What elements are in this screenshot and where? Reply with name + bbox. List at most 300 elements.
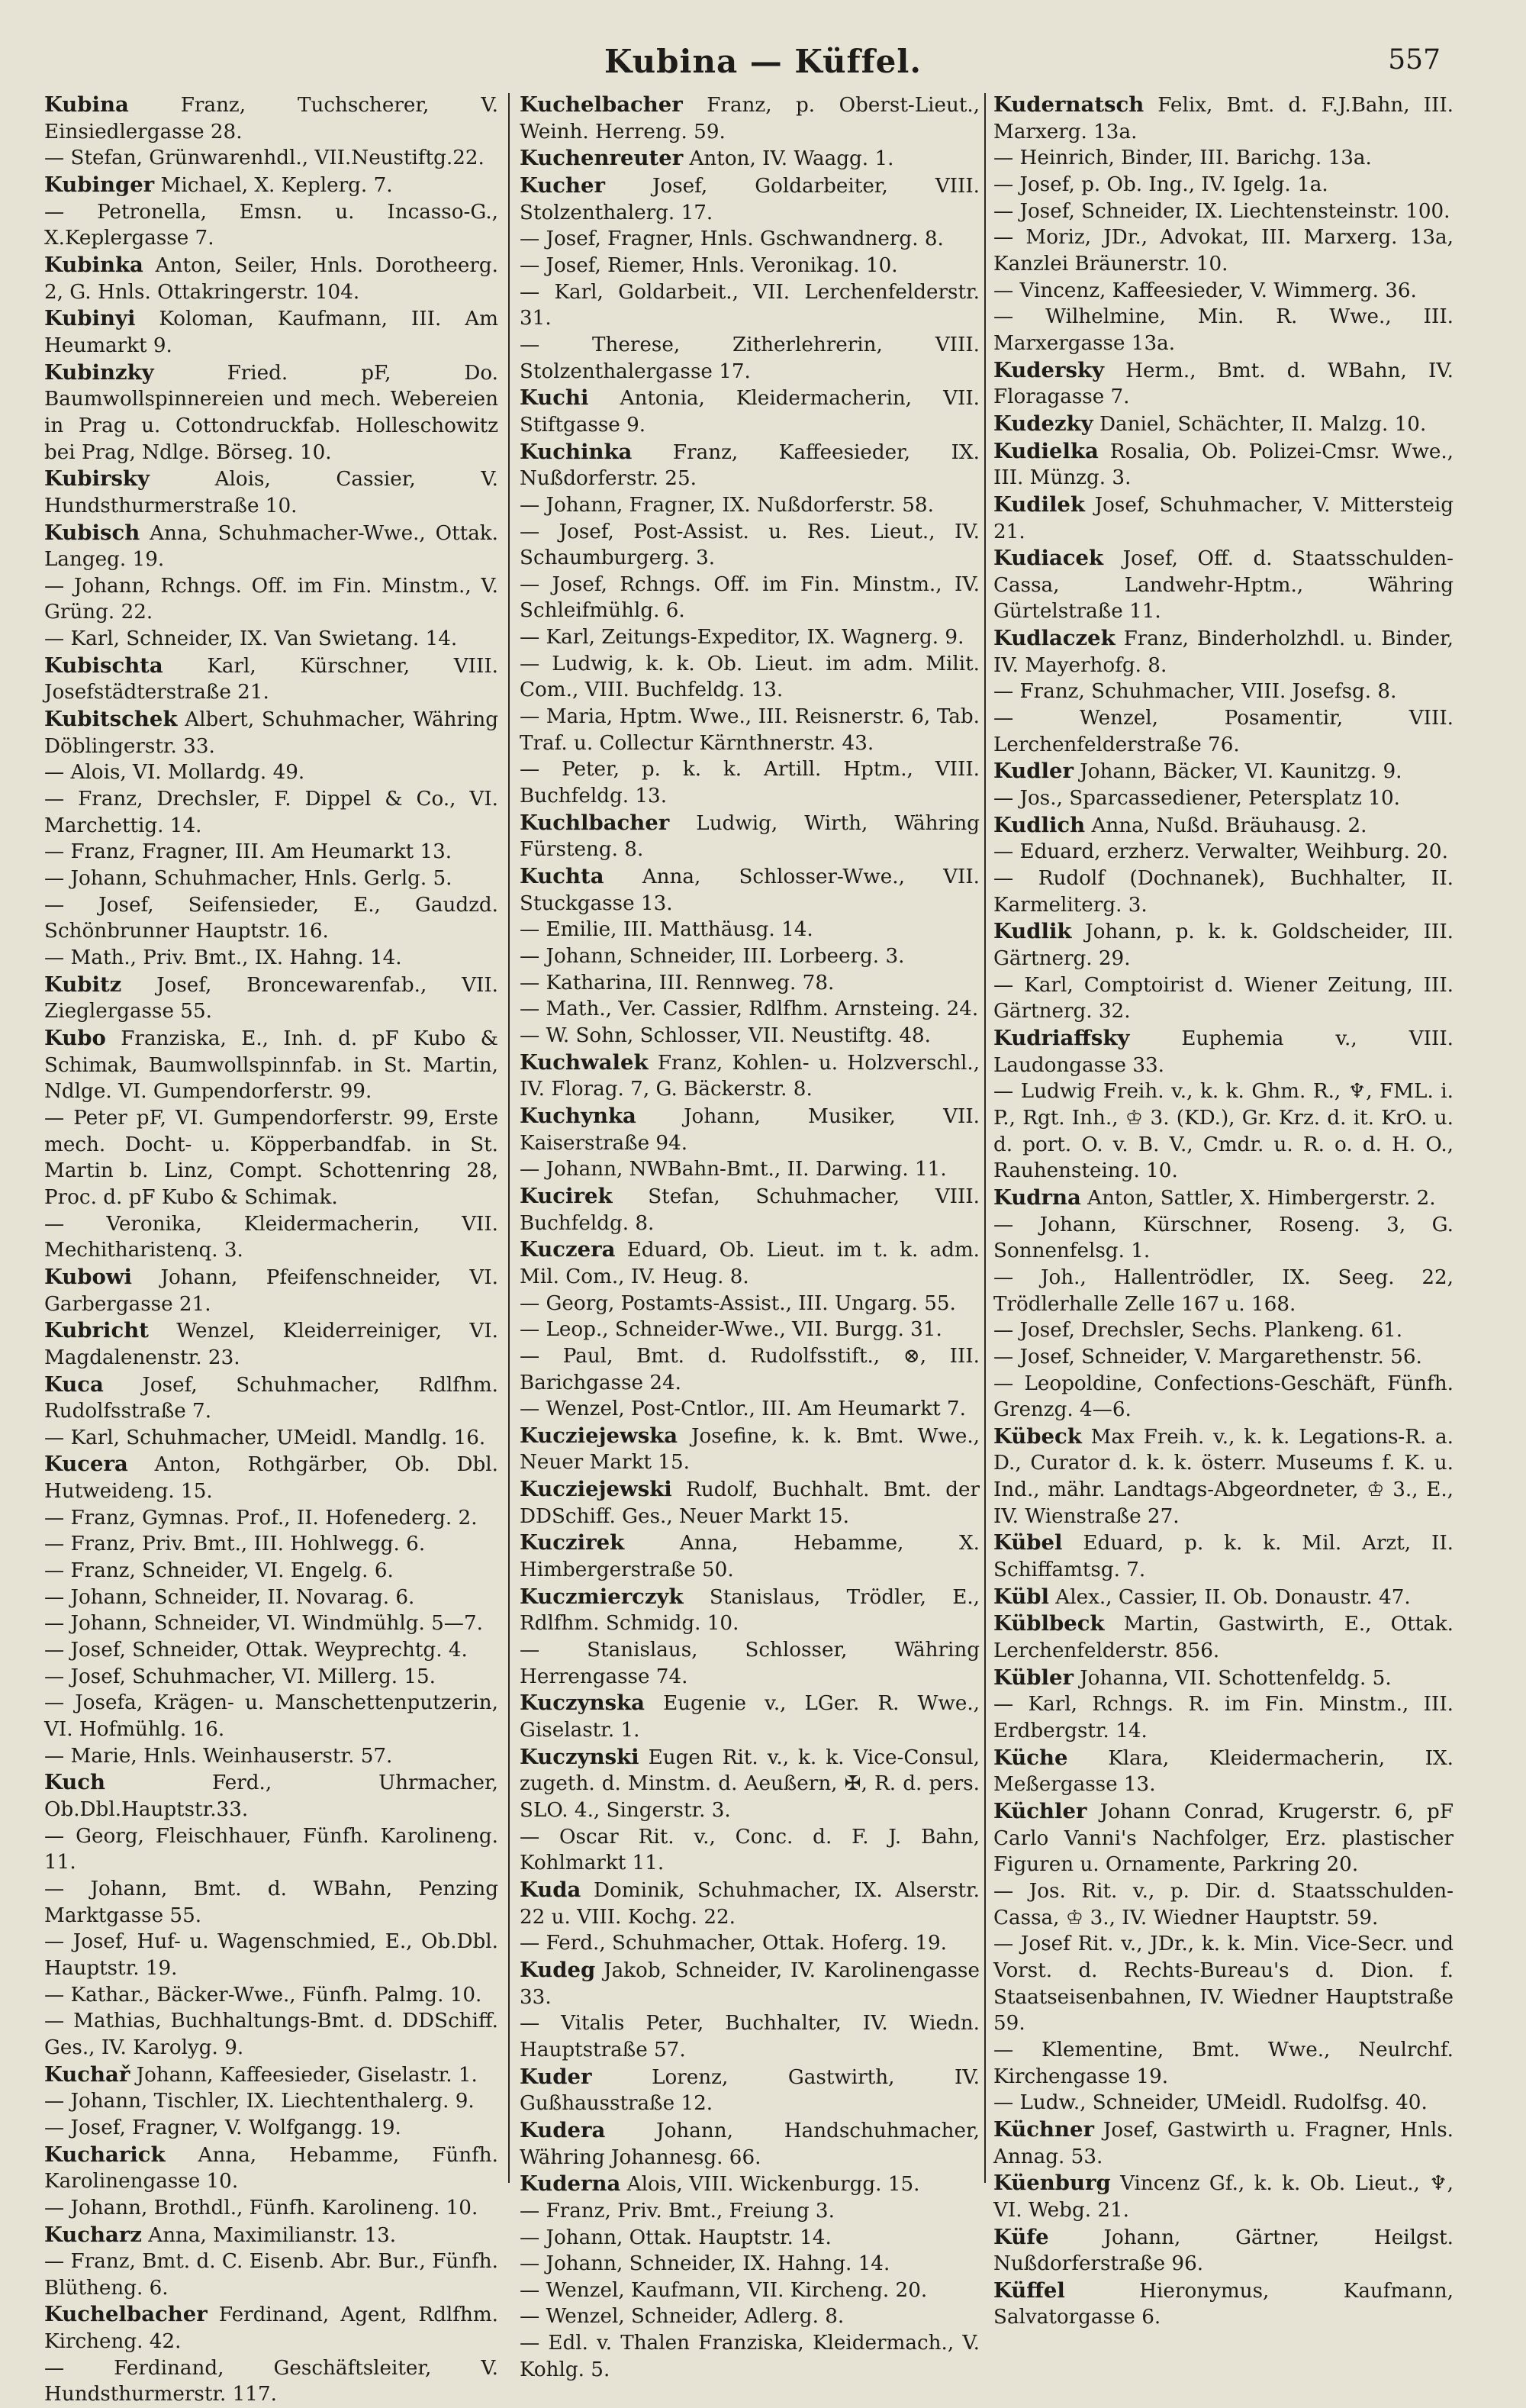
directory-entry [44,1584,498,1611]
directory-entry [993,839,1454,866]
entry-details: — Leop., Schneider-Wwe., VII. Burgg. 31. [520,1318,942,1342]
directory-entry [993,438,1454,492]
directory-entry [520,1156,980,1183]
entry-details: Koloman, Kaufmann, III. Am Heumarkt 9. [44,308,498,357]
entry-details: Ferdinand, Agent, Rdlfhm. Kircheng. 42. [44,2303,498,2354]
directory-entry [520,1690,980,1743]
entry-details: — Paul, Bmt. d. Rudolfsstift., ⊗, III. Barichgasse 24. [520,1344,980,1394]
entry-surname: Küche [993,1745,1068,1770]
entry-details: — Josef, Schuhmacher, VI. Millerg. 15. [44,1665,436,1688]
entry-details: — Josef, Schneider, IX. Liechtensteinstr. 100. [993,199,1450,223]
entry-details: — Johann, Bmt. d. WBahn, Penzing Marktgasse 55. [44,1877,498,1927]
directory-column-1 [44,92,498,2406]
directory-entry [520,1236,980,1290]
directory-entry [44,892,498,945]
entry-details: — Johann, Tischler, IX. Liechtenthalerg. 9. [44,2090,475,2113]
entry-surname: Kuczynski [520,1744,639,1769]
directory-entry [44,1769,498,1823]
directory-entry [520,1877,980,1930]
entry-surname: Küfe [993,2224,1049,2249]
entry-details: — Josef, Schneider, Ottak. Weyprechtg. 4. [44,1639,468,1662]
directory-entry [993,1025,1454,1078]
entry-details: — Ludwig Freih. v., k. k. Ghm. R., ♆, FML. i. P., Rgt. Inh., ♔ 3. (KD.), Gr. Krz. d. it. KrO. u. d. port. O. v. B. V., Cmdr. u. R. o. d. H. O., Rauhensteing. 10. [993,1080,1454,1183]
entry-surname: Kuda [520,1877,581,1902]
entry-surname: Kudlaczek [993,626,1116,651]
entry-surname: Küblbeck [993,1611,1105,1636]
directory-entry [44,2115,498,2142]
directory-entry [44,1743,498,1770]
directory-entry [520,1584,980,1637]
directory-entry [520,917,980,943]
entry-details: Anton, Seiler, Hnls. Dorotheerg. 2, G. Hnls. Ottakringerstr. 104. [44,253,498,304]
running-title: Kubina — Küffel. [604,43,922,80]
entry-details: — Rudolf (Dochnanek), Buchhalter, II. Karmeliterg. 3. [993,867,1454,917]
entry-details: — Johann, Kürschner, Roseng. 3, G. Sonnenfelsg. 1. [993,1213,1454,1263]
entry-details: — Josef, Seifensieder, E., Gaudzd. Schönbrunner Hauptstr. 16. [44,893,498,943]
directory-entry [520,492,980,519]
directory-entry [44,1025,498,1105]
entry-details: — Ludw., Schneider, UMeidl. Rudolfsg. 40. [993,2091,1428,2115]
directory-entry [520,2198,980,2225]
directory-entry [993,812,1454,840]
directory-entry [44,1664,498,1691]
entry-details: — Franz, Priv. Bmt., III. Hohlwegg. 6. [44,1533,426,1556]
entry-details: — Franz, Drechsler, F. Dippel & Co., VI. Marchettig. 14. [44,788,498,837]
entry-details: Albert, Schuhmacher, Währing Döblingerstr. 33. [44,708,498,758]
entry-details: — Wilhelmine, Min. R. Wwe., III. Marxergasse 13a. [993,305,1454,355]
entry-details: — Therese, Zitherlehrerin, VIII. Stolzenthalergasse 17. [520,333,980,383]
directory-entry [993,1212,1454,1265]
directory-entry [44,945,498,972]
directory-entry [44,653,498,706]
directory-entry [993,972,1454,1025]
page-number: 557 [1388,44,1441,76]
directory-entry [993,679,1454,705]
entry-surname: Kucharick [44,2142,166,2167]
entry-surname: Kubischta [44,653,163,678]
directory-entry [993,1344,1454,1371]
entry-details: Alois, VIII. Wickenburgg. 15. [620,2173,920,2197]
entry-details: — Ferdinand, Geschäftsleiter, V. Hundsthurmerstr. 117. [44,2356,498,2406]
directory-entry [993,866,1454,918]
entry-surname: Kuczynska [520,1691,645,1716]
entry-details: Dominik, Schuhmacher, IX. Alserstr. 22 u. VIII. Kochg. 22. [520,1878,980,1929]
entry-details: Anna, Schlosser-Wwe., VII. Stuckgasse 13. [520,866,980,915]
directory-entry [44,1929,498,1981]
entry-details: — Wenzel, Schneider, Adlerg. 8. [520,2305,845,2329]
entry-details: — Johann, Rchngs. Off. im Fin. Minstm., V. Grüng. 22. [44,574,498,624]
entry-details: — Oscar Rit. v., Conc. d. F. J. Bahn, Kohlmarkt 11. [520,1825,980,1875]
entry-surname: Küchler [993,1799,1087,1823]
entry-details: — Franz, Gymnas. Prof., II. Hofenederg. 2. [44,1506,478,1530]
entry-details: — Franz, Schneider, VI. Engelg. 6. [44,1559,394,1583]
entry-details: — Josefa, Krägen- u. Manschettenputzerin, VI. Hofmühlg. 16. [44,1691,498,1742]
entry-surname: Kubirsky [44,466,150,492]
entry-details: — Ludwig, k. k. Ob. Lieut. im adm. Milit. Com., VIII. Buchfeldg. 13. [520,652,980,702]
entry-surname: Kübl [993,1584,1049,1609]
directory-entry [44,1876,498,1929]
directory-entry [520,810,980,863]
entry-surname: Kudersky [993,357,1105,382]
entry-details: — Veronika, Kleidermacherin, VII. Mechitharistenq. 3. [44,1212,498,1262]
entry-surname: Kudlik [993,919,1072,944]
entry-surname: Kubisch [44,520,140,545]
directory-entry [520,226,980,253]
entry-details: Stefan, Schuhmacher, VIII. Buchfeldg. 8. [520,1185,980,1235]
entry-details: — Eduard, erzherz. Verwalter, Weihburg. 20. [993,840,1448,864]
entry-details: — Kathar., Bäcker-Wwe., Fünfh. Palmg. 10. [44,1983,482,2007]
directory-entry [520,1023,980,1049]
directory-entry [993,92,1454,145]
entry-details: — Josef, Rchngs. Off. im Fin. Minstm., IV. Schleifmühlg. 6. [520,572,980,623]
directory-entry [44,2195,498,2222]
entry-surname: Kuchenreuter [520,146,684,171]
directory-entry [44,786,498,839]
entry-details: Daniel, Schächter, II. Malzg. 10. [1093,412,1427,436]
directory-entry [44,2008,498,2061]
entry-surname: Küchner [993,2116,1095,2142]
directory-entry [520,332,980,385]
directory-entry [44,1505,498,1532]
entry-details: — Karl, Goldarbeit., VII. Lerchenfelderstr. 31. [520,280,980,330]
entry-surname: Kudezky [993,411,1093,436]
entry-details: — Josef, Fragner, V. Wolfgangg. 19. [44,2116,401,2139]
directory-entry [520,943,980,970]
entry-surname: Küenburg [993,2171,1111,2196]
entry-details: Rosalia, Ob. Polizei-Cmsr. Wwe., III. Münzg. 3. [993,440,1454,490]
entry-surname: Kubricht [44,1318,149,1343]
entry-surname: Kübler [993,1665,1074,1690]
directory-entry [44,1690,498,1742]
entry-surname: Kuchelbacher [44,2302,208,2327]
directory-entry [993,357,1454,411]
entry-details: — Johann, Schuhmacher, Hnls. Gerlg. 5. [44,867,452,891]
directory-entry [520,172,980,226]
entry-details: Eugen Rit. v., k. k. Vice-Consul, zugeth. d. Minstm. d. Aeußern, ✠, R. d. pers. SLO. 4., Singerstr. 3. [520,1746,980,1822]
entry-details: — Johann, Brothdl., Fünfh. Karolineng. 10. [44,2196,478,2219]
entry-surname: Kucher [520,172,606,198]
directory-entry [520,2064,980,2117]
directory-entry [520,253,980,279]
entry-surname: Kubowi [44,1264,132,1289]
directory-entry [993,1185,1454,1212]
directory-entry [44,2355,498,2408]
entry-details: — Alois, VI. Mollardg. 49. [44,761,305,785]
directory-entry [44,1637,498,1664]
entry-details: Euphemia v., VIII. Laudongasse 33. [993,1027,1454,1077]
entry-details: Anna, Schuhmacher-Wwe., Ottak. Langeg. 19. [44,521,498,572]
entry-surname: Kuderna [520,2171,621,2197]
entry-surname: Kuchelbacher [520,92,683,117]
entry-details: Josef, Broncewarenfab., VII. Zieglergasse 55. [44,973,498,1023]
entry-details: Stanislaus, Trödler, E., Rdlfhm. Schmidg. 10. [520,1585,980,1636]
entry-details: — Johann, Fragner, IX. Nußdorferstr. 58. [520,493,934,517]
directory-entry [520,2277,980,2304]
entry-details: Anna, Maximilianstr. 13. [141,2223,397,2247]
entry-details: Alois, Cassier, V. Hundsthurmerstraße 10. [44,468,498,517]
entry-surname: Kuchwalek [520,1049,649,1075]
entry-details: Ludwig, Wirth, Währing Fürsteng. 8. [520,811,980,862]
entry-details: Felix, Bmt. d. F.J.Bahn, III. Marxerg. 13a. [993,94,1454,143]
directory-entry [44,1531,498,1558]
entry-details: Josef, Gastwirth u. Fragner, Hnls. Annag. 53. [993,2118,1454,2168]
directory-entry [993,172,1454,198]
entry-surname: Kucziejewska [520,1423,678,1448]
entry-surname: Kubitz [44,972,122,997]
directory-entry [44,1982,498,2009]
entry-details: Josef, Schuhmacher, V. Mittersteig 21. [993,493,1454,543]
entry-details: Johann, Bäcker, VI. Kaunitzg. 9. [1073,760,1402,784]
entry-surname: Kudera [520,2117,606,2142]
entry-details: — Johann, Schneider, IX. Hahng. 14. [520,2252,890,2276]
entry-surname: Kudielka [993,438,1099,463]
directory-entry [993,2170,1454,2223]
entry-details: — Stefan, Grünwarenhdl., VII.Neustiftg.22. [44,147,485,170]
entry-details: Josef, Goldarbeiter, VIII. Stolzenthalerg. 17. [520,174,980,224]
directory-entry [44,839,498,866]
entry-details: — Marie, Hnls. Weinhauserstr. 57. [44,1744,393,1768]
entry-details: — Josef, p. Ob. Ing., IV. Igelg. 1a. [993,172,1328,196]
directory-entry [44,1558,498,1584]
entry-surname: Kuczmierczyk [520,1584,684,1609]
directory-entry [44,1264,498,1317]
entry-details: — W. Sohn, Schlosser, VII. Neustiftg. 48. [520,1023,932,1047]
directory-entry [993,625,1454,679]
entry-details: Anna, Nußd. Bräuhausg. 2. [1085,814,1367,837]
entry-details: Anna, Hebamme, Fünfh. Karolinengasse 10. [44,2143,498,2194]
entry-details: Ferd., Uhrmacher, Ob.Dbl.Hauptstr.33. [44,1771,498,1821]
entry-surname: Kuchynka [520,1103,636,1128]
directory-entry [993,758,1454,785]
directory-entry [520,2117,980,2171]
entry-surname: Kucirek [520,1183,613,1208]
entry-details: Franz, Kaffeesieder, IX. Nußdorferstr. 25. [520,440,980,491]
directory-entry [520,2171,980,2198]
directory-entry [520,704,980,756]
entry-details: — Katharina, III. Rennweg. 78. [520,971,835,994]
directory-entry [993,1610,1454,1664]
directory-entry [44,199,498,252]
directory-entry [44,573,498,626]
entry-details: — Moriz, JDr., Advokat, III. Marxerg. 13a, Kanzlei Bräunerstr. 10. [993,226,1454,276]
entry-details: — Petronella, Emsn. u. Incasso-G., X.Keplergasse 7. [44,200,498,250]
entry-surname: Kucharz [44,2222,142,2247]
directory-entry [520,2251,980,2277]
entry-details: — Karl, Zeitungs-Expeditor, IX. Wagnerg. 9. [520,626,964,650]
directory-entry [520,970,980,997]
entry-details: Lorenz, Gastwirth, IV. Gußhausstraße 12. [520,2065,980,2116]
entry-surname: Kuca [44,1372,104,1397]
entry-details: Alex., Cassier, II. Ob. Donaustr. 47. [1048,1585,1411,1609]
directory-entry [993,1584,1454,1611]
directory-entry [44,2301,498,2355]
entry-details: Karl, Kürschner, VIII. Josefstädterstraße 21. [44,654,498,704]
directory-entry [993,1745,1454,1798]
entry-surname: Kucera [44,1452,128,1477]
directory-entry [993,304,1454,356]
directory-entry [44,706,498,759]
entry-details: — Franz, Schuhmacher, VIII. Josefsg. 8. [993,680,1397,704]
entry-surname: Kubina [44,92,129,117]
directory-entry [520,651,980,704]
entry-details: Johann, Musiker, VII. Kaiserstraße 94. [520,1104,980,1155]
directory-entry [44,172,498,199]
entry-details: Josefine, k. k. Bmt. Wwe., Neuer Markt 15. [520,1424,980,1475]
entry-surname: Kuchi [520,385,589,411]
directory-entry [520,1317,980,1343]
directory-entry [44,252,498,305]
entry-details: Franziska, E., Inh. d. pF Kubo & Schimak, Baumwollspinnfab. in St. Martin, Ndlge. VI. Gumpendorferstr. 99. [44,1027,498,1104]
entry-details: — Leopoldine, Confections-Geschäft, Fünfh. Grenzg. 4—6. [993,1372,1454,1422]
directory-entry [993,224,1454,277]
directory-entry [520,624,980,651]
directory-entry [993,785,1454,812]
directory-entry [44,2222,498,2249]
entry-details: Anton, Sattler, X. Himbergerstr. 2. [1080,1186,1436,1210]
entry-details: — Wenzel, Posamentir, VIII. Lerchenfelderstraße 76. [993,707,1454,756]
entry-details: — Emilie, III. Matthäusg. 14. [520,918,813,942]
entry-surname: Kubinka [44,252,143,277]
directory-entry [44,1372,498,1425]
entry-details: — Karl, Comptoirist d. Wiener Zeitung, III. Gärtnerg. 32. [993,973,1454,1023]
directory-entry [993,1931,1454,2037]
directory-entry [993,1423,1454,1530]
entry-details: — Math., Ver. Cassier, Rdlfhm. Arnsteing. 24. [520,998,979,1021]
entry-details: Hieronymus, Kaufmann, Salvatorgasse 6. [993,2279,1454,2329]
entry-details: Franz, Binderholzhdl. u. Binder, IV. Mayerhofg. 8. [993,627,1454,677]
directory-entry [993,2277,1454,2331]
directory-entry [993,2090,1454,2116]
directory-entry [993,1265,1454,1317]
entry-details: Anna, Hebamme, X. Himbergerstraße 50. [520,1532,980,1582]
entry-details: — Ferd., Schuhmacher, Ottak. Hoferg. 19. [520,1932,947,1955]
entry-surname: Kuczera [520,1237,616,1262]
directory-entry [993,2224,1454,2277]
entry-surname: Kudriaffsky [993,1025,1130,1050]
running-head [0,37,1526,82]
entry-surname: Kuder [520,2064,592,2089]
entry-surname: Kudeg [520,1957,596,1982]
directory-entry [520,1637,980,1690]
directory-entry [44,1823,498,1876]
directory-entry [993,411,1454,438]
directory-entry [44,466,498,519]
directory-entry [520,519,980,572]
entry-details: — Wenzel, Kaufmann, VII. Kircheng. 20. [520,2278,928,2302]
entry-details: Antonia, Kleidermacherin, VII. Stiftgasse 9. [520,387,980,437]
entry-surname: Kubinyi [44,306,136,331]
entry-surname: Kudrna [993,1185,1081,1210]
directory-entry [520,1476,980,1530]
directory-entry [520,1183,980,1236]
entry-details: Johann Conrad, Krugerstr. 6, pF Carlo Vanni's Nachfolger, Erz. plastischer Figuren u. Ornamente, Parkring 20. [993,1800,1454,1877]
entry-surname: Küffel [993,2277,1065,2303]
directory-entry [520,1291,980,1317]
directory-entry [44,359,498,466]
entry-surname: Kudler [993,759,1074,784]
entry-details: — Joh., Hallentrödler, IX. Seeg. 22, Trödlerhalle Zelle 167 u. 168. [993,1265,1454,1316]
entry-details: — Stanislaus, Schlosser, Währing Herrengasse 74. [520,1639,980,1688]
directory-entry [520,385,980,438]
entry-surname: Kubo [44,1025,106,1050]
directory-entry [993,705,1454,758]
entry-surname: Kuchinka [520,439,633,464]
entry-surname: Kudilek [993,492,1085,517]
directory-entry [520,279,980,332]
entry-surname: Kuchař [44,2061,130,2087]
entry-details: Johann, Handschuhmacher, Währing Johannesg. 66. [520,2119,980,2169]
entry-details: Max Freih. v., k. k. Legations-R. a. D., Curator d. k. k. österr. Museums f. K. u. Ind., mähr. Landtags-Abgeordneter, ♔ 3., E., IV. Wienstraße 27. [993,1425,1454,1528]
entry-details: — Karl, Rchngs. R. im Fin. Minstm., III. Erdbergstr. 14. [993,1693,1454,1743]
entry-details: — Klementine, Bmt. Wwe., Neulrchf. Kirchengasse 19. [993,2038,1454,2088]
directory-entry [993,1691,1454,1744]
directory-entry [44,2248,498,2301]
entry-details: — Johann, NWBahn-Bmt., II. Darwing. 11. [520,1158,947,1181]
entry-details: Johann, Pfeifenschneider, VI. Garbergasse 21. [44,1265,498,1316]
entry-surname: Kuchta [520,864,604,889]
entry-details: — Josef, Drechsler, Sechs. Plankeng. 61. [993,1319,1403,1343]
directory-entry [44,2142,498,2195]
entry-details: — Jos., Sparcassediener, Petersplatz 10. [993,787,1400,811]
directory-entry [993,2037,1454,2090]
directory-entry [44,1425,498,1452]
directory-column-3 [993,92,1454,2329]
directory-column-2 [520,92,980,2381]
directory-entry [993,1530,1454,1583]
directory-entry [44,759,498,786]
directory-entry [520,1957,980,2010]
directory-entry [993,1371,1454,1423]
directory-entry [993,198,1454,225]
entry-details: — Jos. Rit. v., p. Dir. d. Staatsschulden-Cassa, ♔ 3., IV. Wiedner Hauptstr. 59. [993,1879,1454,1929]
entry-details: — Josef, Post-Assist. u. Res. Lieut., IV. Schaumburgerg. 3. [520,520,980,570]
directory-entry [993,918,1454,972]
directory-entry [44,305,498,359]
directory-entry [993,545,1454,625]
entry-details: — Johann, Schneider, III. Lorbeerg. 3. [520,945,905,968]
directory-entry [993,1078,1454,1185]
directory-entry [993,2116,1454,2170]
entry-surname: Kubinzky [44,359,154,385]
directory-entry [520,2303,980,2330]
directory-entry [44,2061,498,2089]
entry-details: — Heinrich, Binder, III. Barichg. 13a. [993,147,1372,170]
entry-details: Wenzel, Kleiderreiniger, VI. Magdalenenstr. 23. [44,1320,498,1369]
entry-surname: Kuchlbacher [520,810,670,835]
entry-surname: Kübeck [993,1423,1082,1449]
entry-details: Vincenz Gf., k. k. Ob. Lieut., ♆, VI. Webg. 21. [993,2172,1454,2222]
directory-entry [520,1930,980,1957]
entry-details: — Johann, Schneider, VI. Windmühlg. 5—7. [44,1612,483,1636]
entry-surname: Kudiacek [993,546,1104,571]
directory-entry [520,1530,980,1583]
entry-details: — Johann, Schneider, II. Novarag. 6. [44,1585,415,1609]
entry-details: — Vitalis Peter, Buchhalter, IV. Wiedn. Hauptstraße 57. [520,2012,980,2061]
entry-details: — Edl. v. Thalen Franziska, Kleidermach., V. Kohlg. 5. [520,2332,980,2381]
directory-entry [44,520,498,573]
entry-details: — Josef, Schneider, V. Margarethenstr. 56. [993,1345,1422,1368]
entry-details: Klara, Kleidermacherin, IX. Meßergasse 13. [993,1746,1454,1797]
entry-surname: Kudlich [993,812,1086,837]
entry-details: Josef, Schuhmacher, Rdlfhm. Rudolfsstraße 7. [44,1373,498,1423]
entry-details: — Vincenz, Kaffeesieder, V. Wimmerg. 36. [993,279,1417,302]
entry-details: — Mathias, Buchhaltungs-Bmt. d. DDSchiff. Ges., IV. Karolyg. 9. [44,2010,498,2059]
directory-entry [993,278,1454,305]
entry-details: Eugenie v., LGer. R. Wwe., Giselastr. 1. [520,1692,980,1742]
entry-surname: Kubitschek [44,707,178,732]
entry-details: Eduard, Ob. Lieut. im t. k. adm. Mil. Com., IV. Heug. 8. [520,1239,980,1288]
entry-details: Johann, p. k. k. Goldscheider, III. Gärtnerg. 29. [993,920,1454,970]
